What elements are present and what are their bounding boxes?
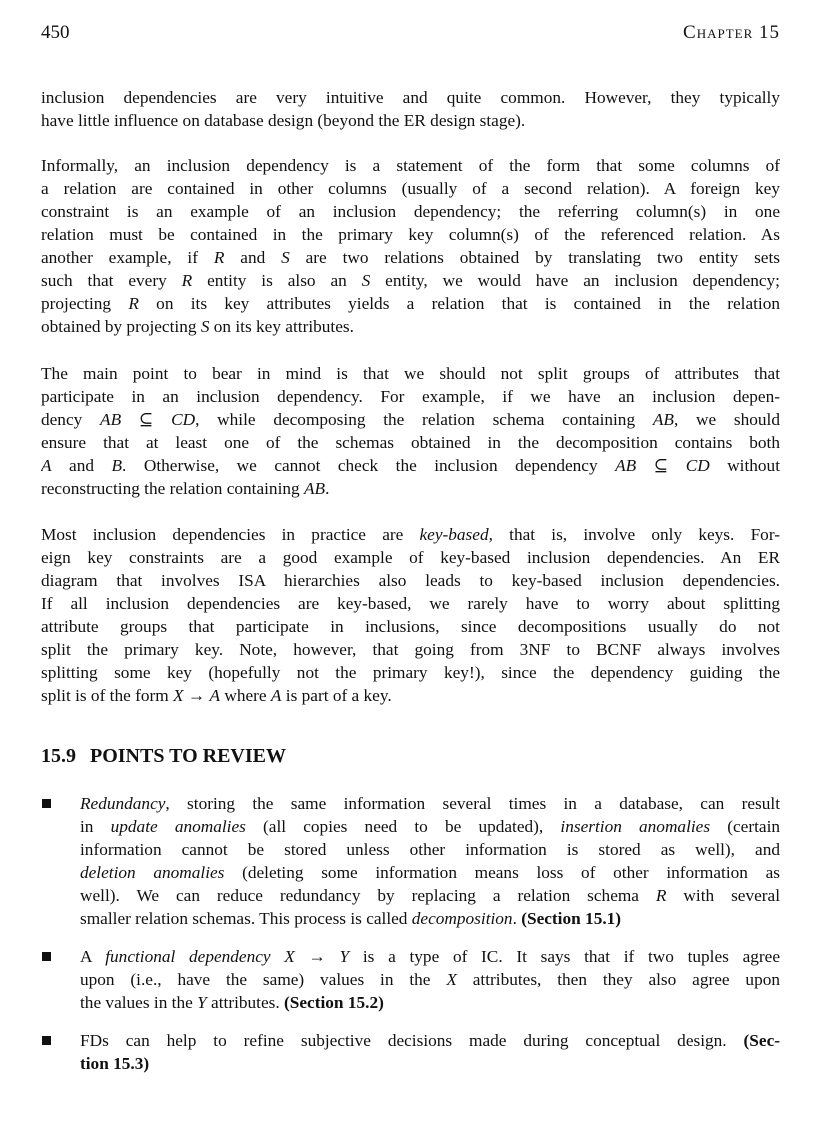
text-run: attributes, then they also agree upon [456,970,780,989]
italic-term: CD [171,410,196,429]
chapter-title: Chapter 15 [683,22,780,43]
text-line [41,615,780,638]
text-run: inclusion dependencies are very intuitive and quite common. However, they typically [41,88,780,107]
text-run: Most inclusion dependencies in practice are [41,525,420,544]
text-run: constraint is an example of an inclusion dependency; the referring column(s) in one [41,202,780,221]
text-line [80,838,780,861]
paragraph [41,362,780,500]
italic-term: Redundancy [80,794,166,813]
text-run: , storing the same information several times in a database, can result [165,794,780,813]
italic-term: insertion anomalies [560,817,711,836]
italic-term: Y [339,947,350,966]
text-line [41,408,780,431]
paragraph [41,523,780,707]
text-run: If all inclusion dependencies are key-based, we rarely have to worry about splitting [41,594,780,613]
text-line [80,945,780,968]
text-run: Informally, an inclusion dependency is a statement of the form that some columns of [41,156,780,175]
text-run: with several [666,886,780,905]
text-run: A [80,947,106,966]
italic-term: R [128,294,139,313]
text-run: entity, we would have an inclusion dependency; [370,271,780,290]
section-reference: (Section 15.1) [521,909,622,928]
text-run: reconstructing the relation containing [41,479,304,498]
text-run: in [80,817,111,836]
text-run: , we should [673,410,780,429]
paragraph [41,154,780,338]
text-run: participate in an inclusion dependency. For example, if we have an inclusion depen- [41,387,780,406]
text-run: (all copies need to be updated), [245,817,561,836]
text-run: where [220,686,271,705]
text-run: dency [41,410,101,429]
text-run: FDs can help to refine subjective decisions made during conceptual design. [80,1031,744,1050]
text-run: have little influence on database design (beyond the ER design stage). [41,111,526,130]
section-reference: (Sec- [743,1031,780,1050]
square-bullet-icon [42,952,51,961]
text-run: are two relations obtained by translating two entity sets [289,248,780,267]
text-line [41,546,780,569]
italic-term: AB [303,479,326,498]
square-bullet-icon [42,799,51,808]
square-bullet-icon [42,1036,51,1045]
italic-term: X [446,970,457,989]
text-run: . [512,909,522,928]
text-run: ensure that at least one of the schemas obtained in the decomposition contains both [41,433,780,452]
text-run: attributes. [206,993,285,1012]
text-run: splitting some key (hopefully not the primary key!), since the dependency guiding the [41,663,780,682]
italic-term: Y [197,993,207,1012]
text-line [41,362,780,385]
text-run: , while decomposing the relation schema containing [195,410,653,429]
text-run: split is of the form [41,686,173,705]
italic-term: A [41,456,52,475]
paragraph [41,86,780,132]
text-run: a relation are contained in other columns (usually of a second relation). A foreign key [41,179,780,198]
text-run: on its key attributes. [209,317,354,336]
italic-term: functional dependency X [105,947,295,966]
text-line [80,884,780,907]
italic-term: decomposition [411,909,513,928]
italic-term: A [270,686,282,705]
text-line [41,200,780,223]
text-line [41,454,780,477]
review-bullet-item [80,1029,780,1075]
text-run: is part of a key. [281,686,392,705]
section-title: POINTS TO REVIEW [90,745,286,767]
text-line [41,154,780,177]
italic-term: S [361,271,371,290]
italic-term: R [655,886,667,905]
italic-term: R [181,271,193,290]
text-run: well). We can reduce redundancy by replacing a relation schema [80,886,656,905]
text-line [41,385,780,408]
text-run: such that every [41,271,182,290]
italic-term: AB [652,410,674,429]
text-line [80,907,780,930]
text-line [80,792,780,815]
text-run: (deleting some information means loss of other information as [224,863,780,882]
text-run: attribute groups that participate in inclusions, since decompositions usually do not [41,617,780,636]
italic-term: S [281,248,290,267]
text-run: and [224,248,282,267]
italic-term: update anomalies [110,817,246,836]
italic-term: deletion anomalies [80,863,225,882]
section-number: 15.9 [41,745,76,767]
section-reference: tion 15.3) [80,1054,150,1073]
text-run: ⊆ [121,410,172,429]
text-run: relation must be contained in the primary key column(s) of the referenced relation. As [41,225,780,244]
text-line [41,661,780,684]
text-line [80,861,780,884]
text-run: . Otherwise, we cannot check the inclusion dependency [122,456,616,475]
text-line [41,315,780,338]
italic-term: A [209,686,221,705]
text-line [41,638,780,661]
review-bullet-item [80,945,780,1014]
section-reference: (Section 15.2) [284,993,384,1012]
text-run: , that is, involve only keys. For- [488,525,780,544]
italic-term: S [200,317,210,336]
text-line [41,269,780,292]
text-run: and [51,456,112,475]
text-run: The main point to bear in mind is that we should not split groups of attributes that [41,364,780,383]
text-line [80,1029,780,1052]
text-run: projecting [41,294,129,313]
text-line [80,968,780,991]
text-line [80,815,780,838]
italic-term: AB [615,456,637,475]
text-line [41,592,780,615]
text-run: smaller relation schemas. This process is called [80,909,412,928]
text-line [41,292,780,315]
text-run: split the primary key. Note, however, that going from 3NF to BCNF always involves [41,640,780,659]
text-line [41,569,780,592]
text-run: the values in the [80,993,198,1012]
section-heading [41,743,286,769]
text-run: . [325,479,330,498]
text-line [41,523,780,546]
text-line [41,684,780,707]
text-line [41,246,780,269]
text-run: → [294,947,340,966]
text-run: upon (i.e., have the same) values in the [80,970,447,989]
text-run: obtained by projecting [41,317,201,336]
text-run: eign key constraints are a good example of key-based inclusion dependencies. An ER [41,548,780,567]
text-line [41,109,780,132]
text-run: without [709,456,780,475]
italic-term: AB [100,410,122,429]
text-line [41,86,780,109]
text-run: diagram that involves ISA hierarchies also leads to key-based inclusion dependencies. [41,571,780,590]
text-line [41,431,780,454]
text-line [80,1052,780,1075]
text-run: information cannot be stored unless other information is stored as well), and [80,840,780,859]
italic-term: B [111,456,123,475]
text-line [80,991,780,1014]
text-line [41,477,780,500]
review-bullet-item [80,792,780,930]
text-run: is a type of IC. It says that if two tuples agree [349,947,780,966]
text-run: entity is also an [192,271,362,290]
italic-term: key-based [419,525,489,544]
text-line [41,223,780,246]
text-run: on its key attributes yields a relation that is contained in the relation [138,294,780,313]
page-number: 450 [41,22,70,43]
text-run: another example, if [41,248,214,267]
text-line [41,177,780,200]
text-run: ⊆ [636,456,686,475]
text-run: → [183,686,210,705]
italic-term: X [173,686,184,705]
text-run: (certain [710,817,780,836]
italic-term: CD [685,456,710,475]
italic-term: R [213,248,225,267]
